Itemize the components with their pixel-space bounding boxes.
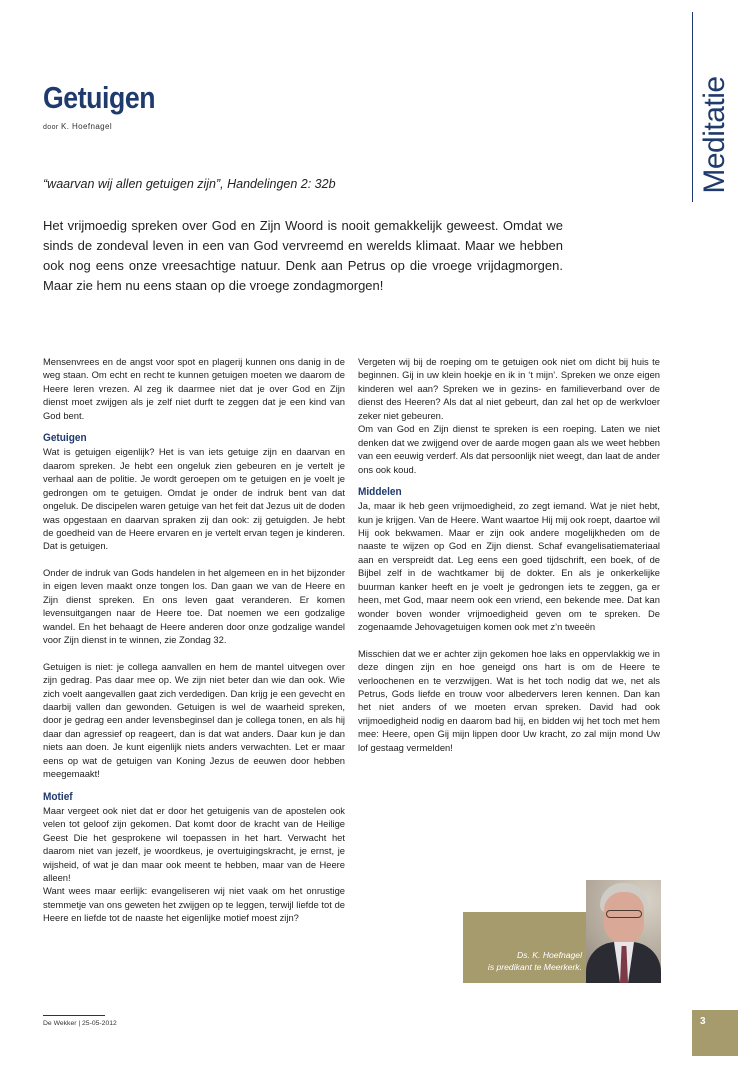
caption-line-2: is predikant te Meerkerk. xyxy=(487,962,582,972)
author-name: K. Hoefnagel xyxy=(60,122,113,131)
paragraph: Ja, maar ik heb geen vrijmoedigheid, zo zegt iemand. Wat je niet hebt, kun je krijgen. Van de Heere. Want waartoe Hij mij ook roept, daartoe wil Hij ook bekwamen. Maar er zijn ook andere mogelijkheden om de naaste te wijzen op God en Zijn dienst. Schaf evangelisatiemateriaal aan en verspreidt dat. Leg eens een goed tijdschrift, een boek, of de Bijbel zelf in de wachtkamer bij de dokter. En als je onkerkelijke buurman kanker heeft en je voelt je gedrongen iets te zeggen, ga er heen, met God, maar neem ook een vriend, een bekende mee. Dat kan wonder boven wonder vrijmoedigheid geven om te spreken. De zogenaamde Jehovagetuigen komen ook met z’n tweeën xyxy=(358,500,660,633)
section-divider xyxy=(692,12,693,202)
heading-middelen: Middelen xyxy=(358,486,402,499)
right-column xyxy=(358,355,660,754)
paragraph: Om van God en Zijn dienst te spreken is een roeping. Laten we niet denken dat we zwijgend over de aarde mogen gaan als we weet hebben van een eeuwig verderf. Als dat persoonlijk niet weegt, dan laat de ander ons ook koud. xyxy=(358,423,660,475)
paragraph: Vergeten wij bij de roeping om te getuigen ook niet om dicht bij huis te beginnen. Gij in uw klein hoekje en ik in ‘t mijn’. Spreken we onze eigen kinderen wel aan? Spreken we in gezins- en familieverband over de dienst des Heeren? Als dat al niet gebeurt, dan zal het op de werkvloer zeker niet gebeuren. xyxy=(358,356,660,421)
page-number-box xyxy=(692,1010,738,1056)
photo-caption xyxy=(466,949,582,973)
author-photo xyxy=(586,880,661,983)
caption-line-1: Ds. K. Hoefnagel xyxy=(517,950,582,960)
paragraph: Getuigen is niet: je collega aanvallen en hem de mantel uitvegen over zijn gedrag. Pas daar mee op. We zijn niet beter dan wie dan ook. Wie zich voelt aangevallen gaat zich verdedigen. Dan krijg je een gevecht en daarbij vallen dan gewonden. Getuigen is wel de waarheid spreken, door je gedrag een ander levensbeginsel dan je collega tonen, en als hij daar dan agressief op reageert, dan is dat wat anders. Daar kun je dan niets aan doen. Je kunt eigenlijk niets anders verwachten. Let er maar eens op wat de getuigen van Koning Jezus de eeuwen door hebben meegemaakt! xyxy=(43,660,345,780)
bible-quote: “waarvan wij allen getuigen zijn”, Handelingen 2: 32b xyxy=(43,177,336,191)
paragraph: Want wees maar eerlijk: evangeliseren wij niet vaak om het onrustige stemmetje van ons geweten het zwijgen op te leggen, terwijl liefde tot de Heere en liefde tot de naaste het eigenlijke motief moest zijn? xyxy=(43,885,345,924)
footer-publication: De Wekker | 25-05-2012 xyxy=(43,1020,117,1027)
intro-paragraph: Het vrijmoedig spreken over God en Zijn Woord is nooit gemakkelijk geweest. Omdat we sinds de zondeval leven in een van God vervreemd en werelds klimaat. Maar we hebben ook nog eens onze vreesachtige natuur. Denk aan Petrus op die vroege vrijdagmorgen. Maar zie hem nu eens staan op die vroege zondagmorgen! xyxy=(43,218,563,293)
paragraph: Mensenvrees en de angst voor spot en plagerij kunnen ons danig in de weg staan. Om echt en recht te kunnen getuigen moeten we daarom de Heere leren vrezen. Al zeg ik daarmee niet dat je over God en Zijn dienst moet zwijgen als je zelf niet durft te zeggen dat je een kind van God bent. xyxy=(43,356,345,421)
section-label: Meditatie xyxy=(698,76,731,194)
paragraph: Wat is getuigen eigenlijk? Het is van iets getuige zijn en daarvan en daarom spreken. Je hebt een ongeluk zien gebeuren en je vertelt je verhaal aan de politie. Je wordt geroepen om te getuigen en je voelt je gedrongen om te getuigen. Omdat je onder de indruk bent van dat ongeluk. De discipelen waren getuige van het feit dat Jezus uit de doden was opgestaan en daarvan spraken zij dan ook: zij getuigden. Je hebt de goedheid van de Heere ervaren en je vertelt ervan tegen je kinderen. Dat is getuigen. xyxy=(43,446,345,552)
article-title: Getuigen xyxy=(43,80,156,115)
paragraph: Maar vergeet ook niet dat er door het getuigenis van de apostelen ook velen tot geloof zijn gekomen. Dat komt door de kracht van de Heilige Geest Die het gesprokene wil toepassen in het hart. Verwacht het daarom niet van jezelf, je woordkeus, je overtuigingskracht, je ernst, je wijsheid, of wat je dan maar ook meent te hebben, maar van de Heere alleen! xyxy=(43,804,345,883)
heading-motief: Motief xyxy=(43,790,73,803)
paragraph: Misschien dat we er achter zijn gekomen hoe laks en oppervlakkig we in deze dingen zijn en hoe geneigd ons hart is om de Heere te verloochenen en te verzwijgen. Wat is het toch nodig dat we, net als Petrus, Gods liefde en trouw voor albedervers leren kennen. Dan kan het niet anders of we moeten ervan spreken. David had ook vrijmoedigheid nodig en daarom bad hij, en bidden wij het toch met hem mee: Heere, open Gij mijn lippen door Uw kracht, zo zal mijn mond Uw lof gestaag vermelden! xyxy=(358,647,660,753)
heading-getuigen: Getuigen xyxy=(43,432,87,445)
page-number: 3 xyxy=(700,1016,706,1027)
paragraph: Onder de indruk van Gods handelen in het algemeen en in het bijzonder in eigen leven maakt onze tongen los. Dan gaan we van de Heere en Zijn dienst spreken. En ons leven gaat veranderen. Er komen levensuitgangen naar de Heere toe. Dat noemen we een godzalige wandel. En het behaagt de Heere anderen door onze godzalige wandel voor Zijn dienst in te winnen, zie Zondag 32. xyxy=(43,566,345,646)
byline xyxy=(43,122,112,131)
footer-rule xyxy=(43,1015,105,1016)
byline-prefix: door xyxy=(43,124,59,131)
left-column xyxy=(43,355,345,925)
